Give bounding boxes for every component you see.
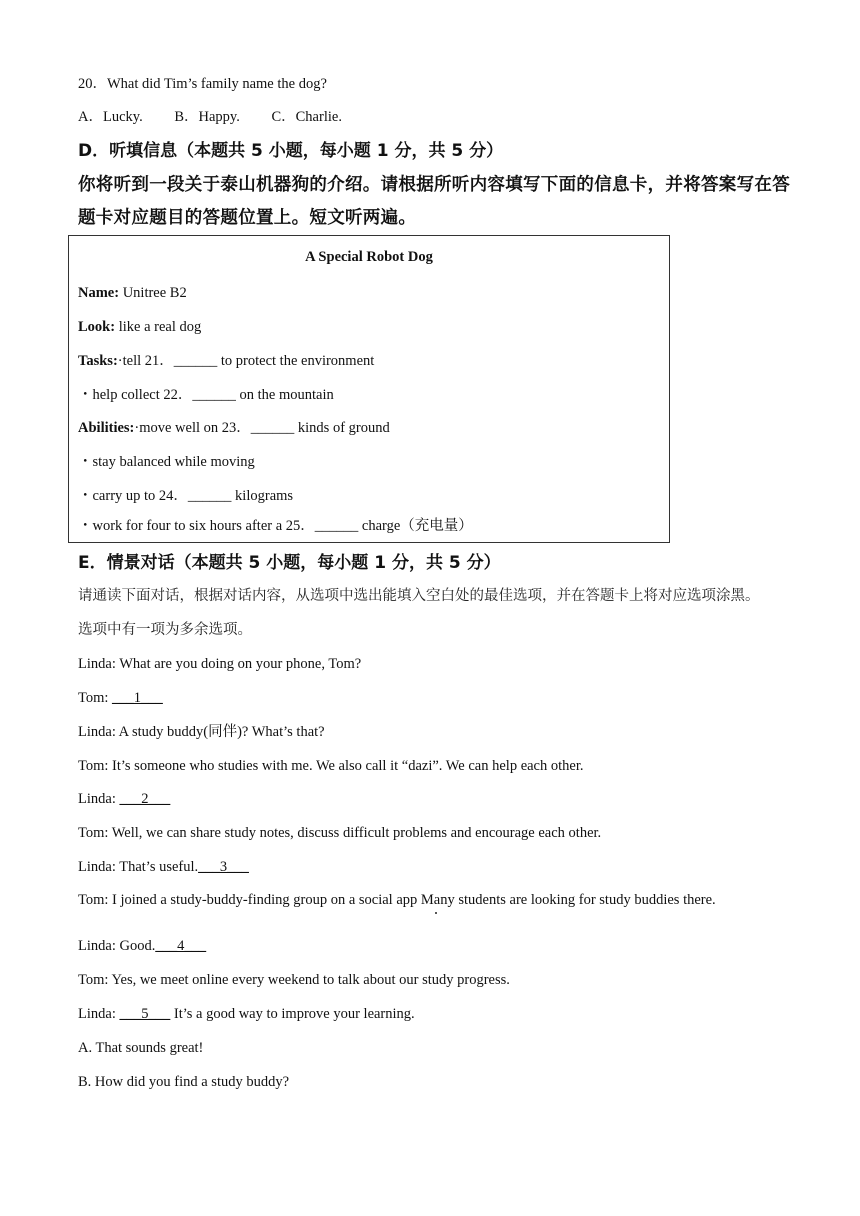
dialogue-line-tom-5: Tom: Yes, we meet online every weekend to talk about our study progress. xyxy=(78,972,510,988)
choice-b: B. How did you find a study buddy? xyxy=(78,1074,290,1090)
option-c: C．Charlie. xyxy=(271,109,342,125)
info-card-tasks-2: ・help collect 22．______ on the mountain xyxy=(78,387,334,403)
blank-1: ___1___ xyxy=(112,690,163,706)
tasks-item-1: ·tell 21．______ to protect the environment xyxy=(117,353,375,369)
blank-3: ___3___ xyxy=(198,859,249,875)
dialogue-line-tom-2: Tom: It’s someone who studies with me. We also call it “dazi”. We can help each other. xyxy=(78,758,584,774)
name-label: Name: xyxy=(78,285,120,301)
dialogue-line-linda-1: Linda: What are you doing on your phone, Tom? xyxy=(78,656,362,672)
look-label: Look: xyxy=(78,319,116,335)
abilities-label: Abilities: xyxy=(78,420,135,436)
info-card-abilities-3: ・carry up to 24．______ kilograms xyxy=(78,488,294,504)
section-e-instruction-1: 请通读下面对话，根据对话内容，从选项中选出能填入空白处的最佳选项，并在答题卡上将对应选项涂黑。 xyxy=(78,588,760,604)
question-20: 20．What did Tim’s family name the dog? xyxy=(78,76,327,92)
stray-dot xyxy=(435,912,437,914)
blank-5: ___5___ xyxy=(119,1006,171,1022)
section-d-instruction-2: 题卡对应题目的答题位置上。短文听两遍。 xyxy=(78,208,417,228)
dialogue-suffix: It’s a good way to improve your learning. xyxy=(170,1006,415,1022)
info-card-look xyxy=(78,317,201,337)
blank-4: ___4___ xyxy=(155,938,207,954)
option-a: A．Lucky. xyxy=(78,109,143,125)
info-card-abilities-1 xyxy=(78,418,390,438)
section-d-instruction-1: 你将听到一段关于泰山机器狗的介绍。请根据所听内容填写下面的信息卡，并将答案写在答 xyxy=(78,175,790,195)
abilities-item-1: ·move well on 23．______ kinds of ground xyxy=(134,420,390,436)
speaker-prefix: Linda: Good. xyxy=(78,938,156,954)
dialogue-line-linda-4 xyxy=(78,857,249,877)
info-card-title: A Special Robot Dog xyxy=(305,249,433,265)
speaker-prefix: Linda: That’s useful. xyxy=(78,859,199,875)
section-e-instruction-2: 选项中有一项为多余选项。 xyxy=(78,622,252,638)
dialogue-line-linda-2: Linda: A study buddy(同伴)? What’s that? xyxy=(78,724,325,740)
dialogue-line-tom-4: Tom: I joined a study-buddy-finding group on a social app Many students are looking for study buddies there. xyxy=(78,892,716,908)
dialogue-line-linda-6 xyxy=(78,1004,415,1024)
dialogue-line-linda-3 xyxy=(78,789,170,809)
name-value: Unitree B2 xyxy=(119,285,187,301)
speaker-prefix: Tom: xyxy=(78,690,113,706)
info-card-abilities-4: ・work for four to six hours after a 25．______ charge（充电量） xyxy=(78,518,473,534)
dialogue-line-tom-3: Tom: Well, we can share study notes, discuss difficult problems and encourage each other. xyxy=(78,825,602,841)
speaker-prefix: Linda: xyxy=(78,791,120,807)
speaker-prefix: Linda: xyxy=(78,1006,120,1022)
info-card-tasks-1 xyxy=(78,351,374,371)
tasks-label: Tasks: xyxy=(78,353,118,369)
choice-a: A. That sounds great! xyxy=(78,1040,204,1056)
dialogue-line-linda-5 xyxy=(78,936,206,956)
info-card-abilities-2: ・stay balanced while moving xyxy=(78,454,255,470)
info-card-name xyxy=(78,283,187,303)
blank-2: ___2___ xyxy=(119,791,171,807)
look-value: like a real dog xyxy=(115,319,202,335)
section-e-heading: E．情景对话（本题共 5 小题，每小题 1 分，共 5 分） xyxy=(78,553,501,573)
section-d-heading: D．听填信息（本题共 5 小题，每小题 1 分，共 5 分） xyxy=(78,141,504,161)
option-b: B．Happy. xyxy=(174,109,240,125)
dialogue-line-tom-1 xyxy=(78,688,163,708)
question-20-options xyxy=(78,107,370,127)
